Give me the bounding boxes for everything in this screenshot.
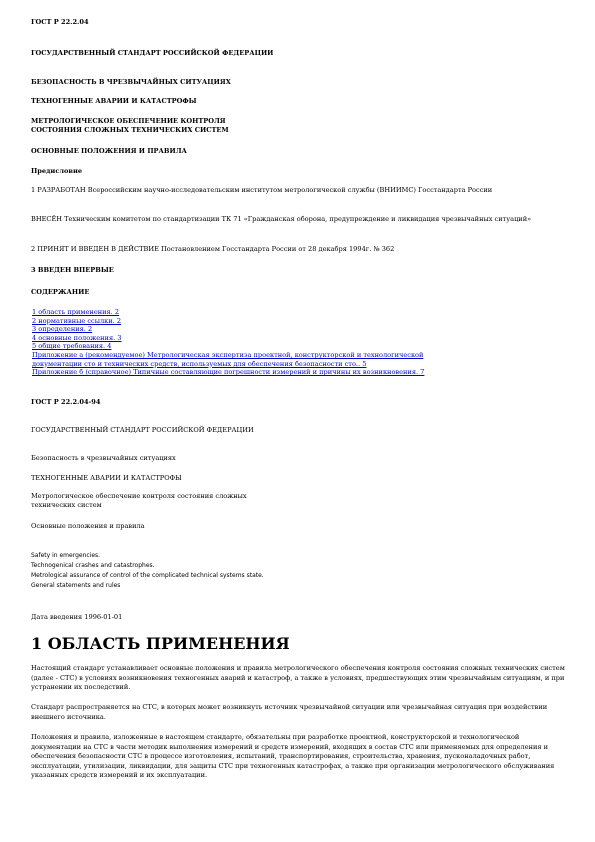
title-2-line-1: Безопасность в чрезвычайных ситуациях: [31, 454, 176, 462]
title-2-line-3b: технических систем: [31, 501, 102, 509]
toc-link[interactable]: 4 основные положения. 3: [32, 333, 122, 342]
english-title-1: Safety in emergencies.: [31, 552, 101, 559]
title-line-3a: МЕТРОЛОГИЧЕСКОЕ ОБЕСПЕЧЕНИЕ КОНТРОЛЯ: [31, 117, 226, 125]
toc-list: [32, 308, 572, 377]
toc-item[interactable]: [32, 325, 572, 334]
preface-p1: 1 РАЗРАБОТАН Всероссийским научно-исследовательским институтом метрологической службы (ВНИИМС) Госстандарта России: [31, 186, 493, 194]
standard-title: ГОСУДАРСТВЕННЫЙ СТАНДАРТ РОССИЙСКОЙ ФЕДЕРАЦИИ: [31, 49, 274, 57]
english-title-3: Metrological assurance of control of the complicated technical systems state.: [31, 572, 264, 579]
toc-link[interactable]: Приложение б (справочное) Типичные составляющие погрешности измерений и причины их возникновения. 7: [32, 368, 425, 377]
toc-link[interactable]: 2 нормативные ссылки. 2: [32, 316, 122, 325]
preface-p1b: ВНЕСЁН Техническим комитетом по стандартизации ТК 71 «Гражданская оборона, предупреждение и ликвидация чрезвычайных ситуаций»: [31, 215, 532, 223]
section-paragraph-2: Стандарт распространяется на СТС, в которых может возникнуть источник чрезвычайной ситуации или чрезвычайная ситуация при воздействии внешнего источника.: [31, 703, 548, 721]
toc-link[interactable]: 3 определения. 2: [32, 325, 93, 334]
title-line-2: ТЕХНОГЕННЫЕ АВАРИИ И КАТАСТРОФЫ: [31, 97, 197, 105]
title-line-4: ОСНОВНЫЕ ПОЛОЖЕНИЯ И ПРАВИЛА: [31, 147, 187, 155]
toc-item[interactable]: [32, 308, 572, 317]
toc-item[interactable]: [32, 368, 572, 377]
preface-p2: 2 ПРИНЯТ И ВВЕДЕН В ДЕЙСТВИЕ Постановлением Госстандарта России от 28 декабря 1994г. № 362: [31, 245, 395, 253]
title-2-line-2: ТЕХНОГЕННЫЕ АВАРИИ И КАТАСТРОФЫ: [31, 474, 182, 482]
section-paragraph-1: Настоящий стандарт устанавливает основные положения и правила метрологического обеспечения контроля состояния сложных технических систем (далее - СТС) в условиях возникновения техногенных аварий и катастроф, а также в условиях, предшествующих этим чрезвычайным ситуациям, и при устранении их последствий.: [31, 664, 565, 691]
toc-item[interactable]: [32, 351, 572, 360]
title-2-line-3a: Метрологическое обеспечение контроля состояния сложных: [31, 492, 247, 500]
toc-item[interactable]: [32, 342, 572, 351]
toc-title: СОДЕРЖАНИЕ: [31, 288, 90, 296]
effective-date: Дата введения 1996-01-01: [31, 613, 123, 621]
doc-code: ГОСТ Р 22.2.04: [31, 18, 89, 26]
toc-link[interactable]: 5 общие требования. 4: [32, 342, 112, 351]
english-title-2: Technogenical crashes and catastrophes.: [31, 562, 155, 569]
section-paragraph-3: Положения и правила, изложенные в настоящем стандарте, обязательны при разработке проектной, конструкторской и технологической документации на СТС в части методик выполнения измерений и средств измерений, входящих в состав СТС или применяемых для определения и обеспечения безопасности СТС в процессе изготовления, испытаний, транспортирования, строительства, хранения, пусконаладочных работ, эксплуатации, утилизации, ликвидации, для защиты СТС при техногенных катастрофах, а также при организации метрологического обслуживания указанных средств измерений и их эксплуатации.: [31, 733, 555, 779]
toc-link[interactable]: документации сто и технических средств, используемых для обеспечения безопасности сто.. 5: [32, 359, 367, 368]
toc-item[interactable]: [32, 317, 572, 326]
title-line-3b: СОСТОЯНИЯ СЛОЖНЫХ ТЕХНИЧЕСКИХ СИСТЕМ: [31, 126, 229, 134]
preface-title: Предисловие: [31, 167, 83, 175]
toc-link[interactable]: 1 область применения. 2: [32, 308, 120, 316]
title-line-1: БЕЗОПАСНОСТЬ В ЧРЕЗВЫЧАЙНЫХ СИТУАЦИЯХ: [31, 78, 231, 86]
toc-link[interactable]: Приложение а (рекомендуемое) Метрологическая экспертиза проектной, конструкторской и технологической: [32, 350, 424, 359]
english-title-4: General statements and rules: [31, 582, 121, 589]
title-2-line-4: Основные положения и правила: [31, 522, 145, 530]
toc-item[interactable]: [32, 334, 572, 343]
standard-title-2: ГОСУДАРСТВЕННЫЙ СТАНДАРТ РОССИЙСКОЙ ФЕДЕРАЦИИ: [31, 426, 254, 434]
doc-code-2: ГОСТ Р 22.2.04-94: [31, 398, 101, 406]
preface-p3: 3 ВВЕДЕН ВПЕРВЫЕ: [31, 266, 114, 274]
section-heading: 1 ОБЛАСТЬ ПРИМЕНЕНИЯ: [31, 634, 290, 653]
toc-item[interactable]: [32, 360, 572, 369]
